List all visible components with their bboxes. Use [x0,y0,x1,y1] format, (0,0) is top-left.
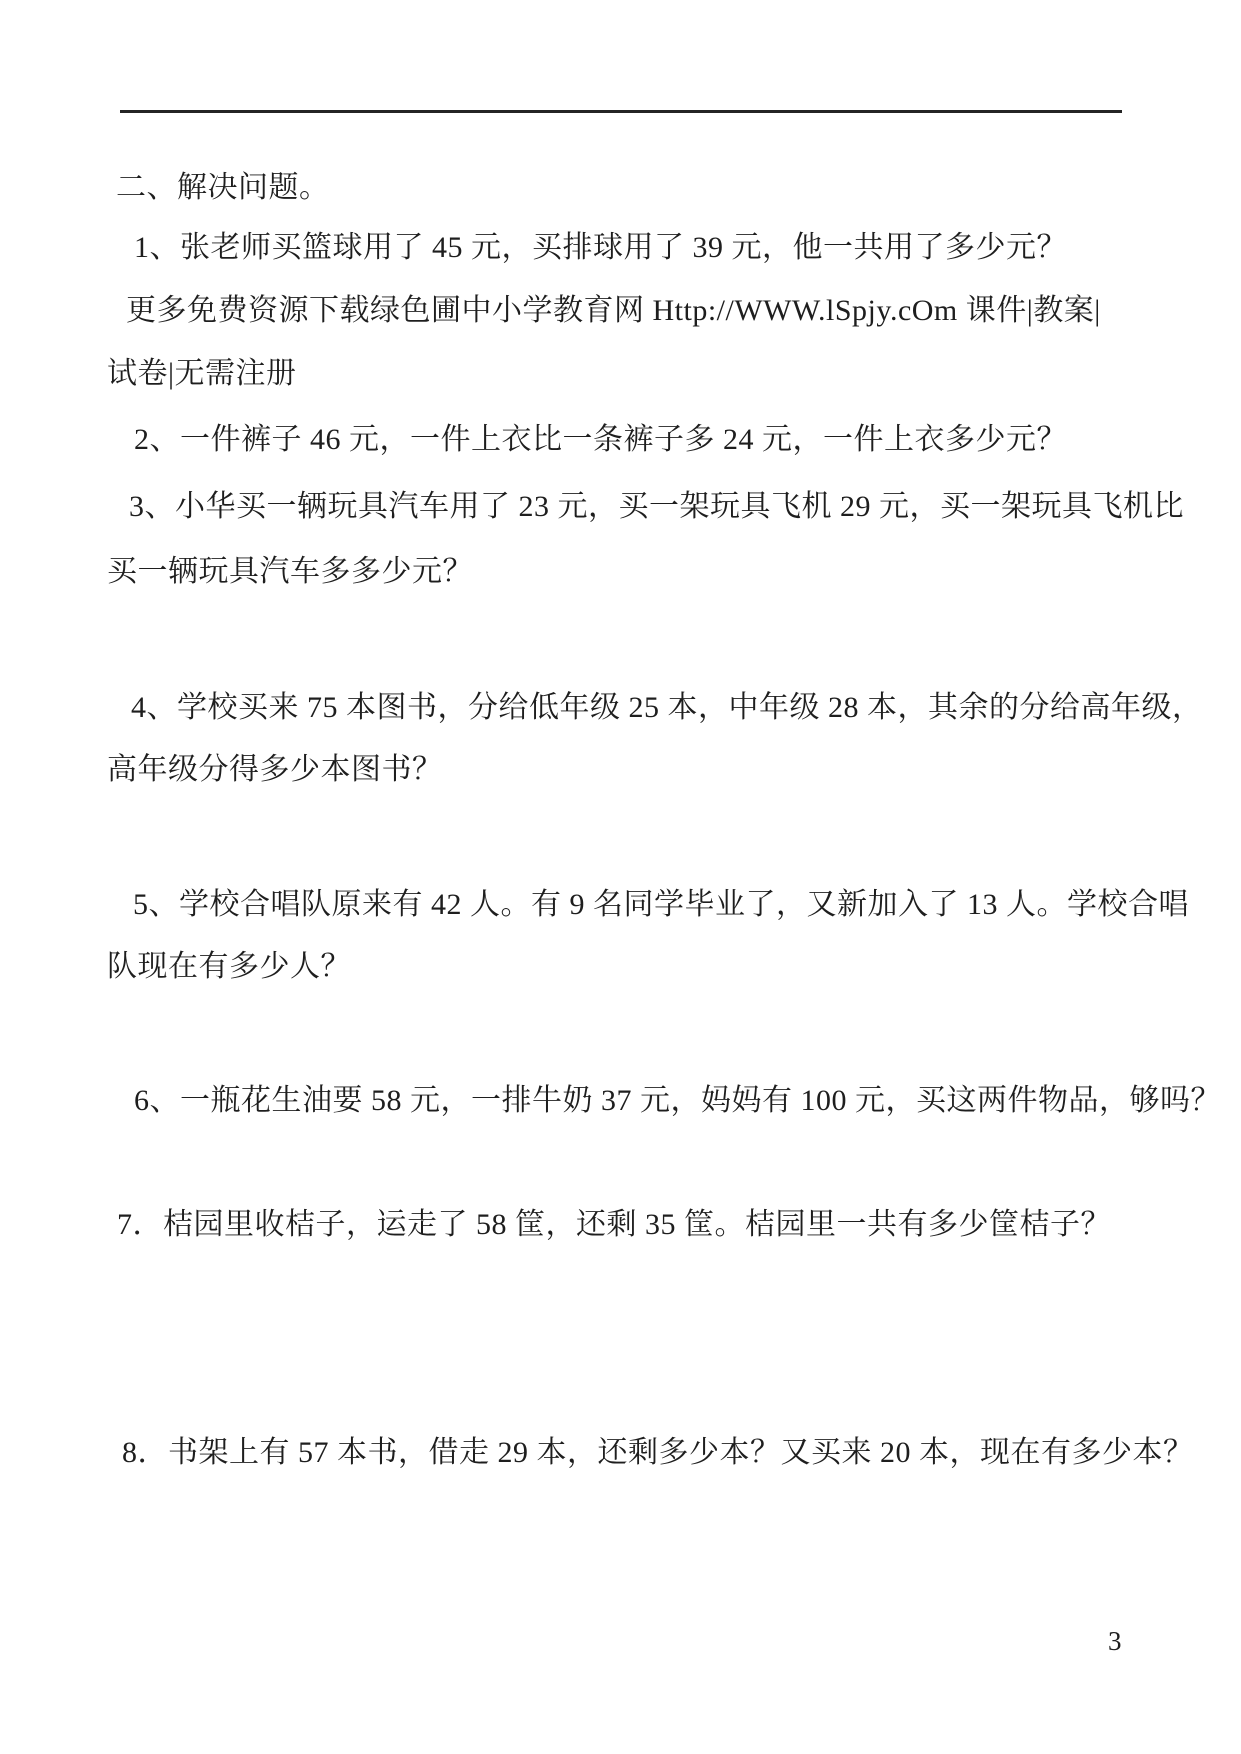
problem-3-line-2: 买一辆玩具汽车多多少元？ [107,555,473,588]
header-rule [120,110,1122,113]
problem-4-line-1: 4、学校买来 75 本图书，分给低年级 25 本，中年级 28 本，其余的分给高年级， [131,691,1203,724]
problem-2-line-1: 2、一件裤子 46 元，一件上衣比一条裤子多 24 元，一件上衣多少元？ [134,423,1067,456]
promo-watermark-line-2: 试卷|无需注册 [107,357,297,390]
problem-5-line-1: 5、学校合唱队原来有 42 人。有 9 名同学毕业了，又新加入了 13 人。学校合唱 [133,888,1189,921]
page-number: 3 [1108,1626,1122,1656]
problem-4-line-2: 高年级分得多少本图书？ [107,753,443,786]
problem-8-line-1: 8．书架上有 57 本书，借走 29 本，还剩多少本？又买来 20 本，现在有多少本？ [122,1436,1194,1469]
problem-3-line-1: 3、小华买一辆玩具汽车用了 23 元，买一架玩具飞机 29 元，买一架玩具飞机比 [129,490,1184,523]
problem-1-line-1: 1、张老师买篮球用了 45 元，买排球用了 39 元，他一共用了多少元？ [134,231,1067,264]
problem-5-line-2: 队现在有多少人？ [107,950,351,983]
problem-6-line-1: 6、一瓶花生油要 58 元，一排牛奶 37 元，妈妈有 100 元，买这两件物品，够吗？ [134,1084,1221,1117]
problem-7-line-1: 7．桔园里收桔子，运走了 58 筐，还剩 35 筐。桔园里一共有多少筐桔子？ [117,1208,1111,1241]
section-heading: 二、解决问题。 [116,171,330,204]
promo-watermark-line-1: 更多免费资源下载绿色圃中小学教育网 Http://WWW.lSpjy.cOm 课件|教案| [126,294,1101,327]
